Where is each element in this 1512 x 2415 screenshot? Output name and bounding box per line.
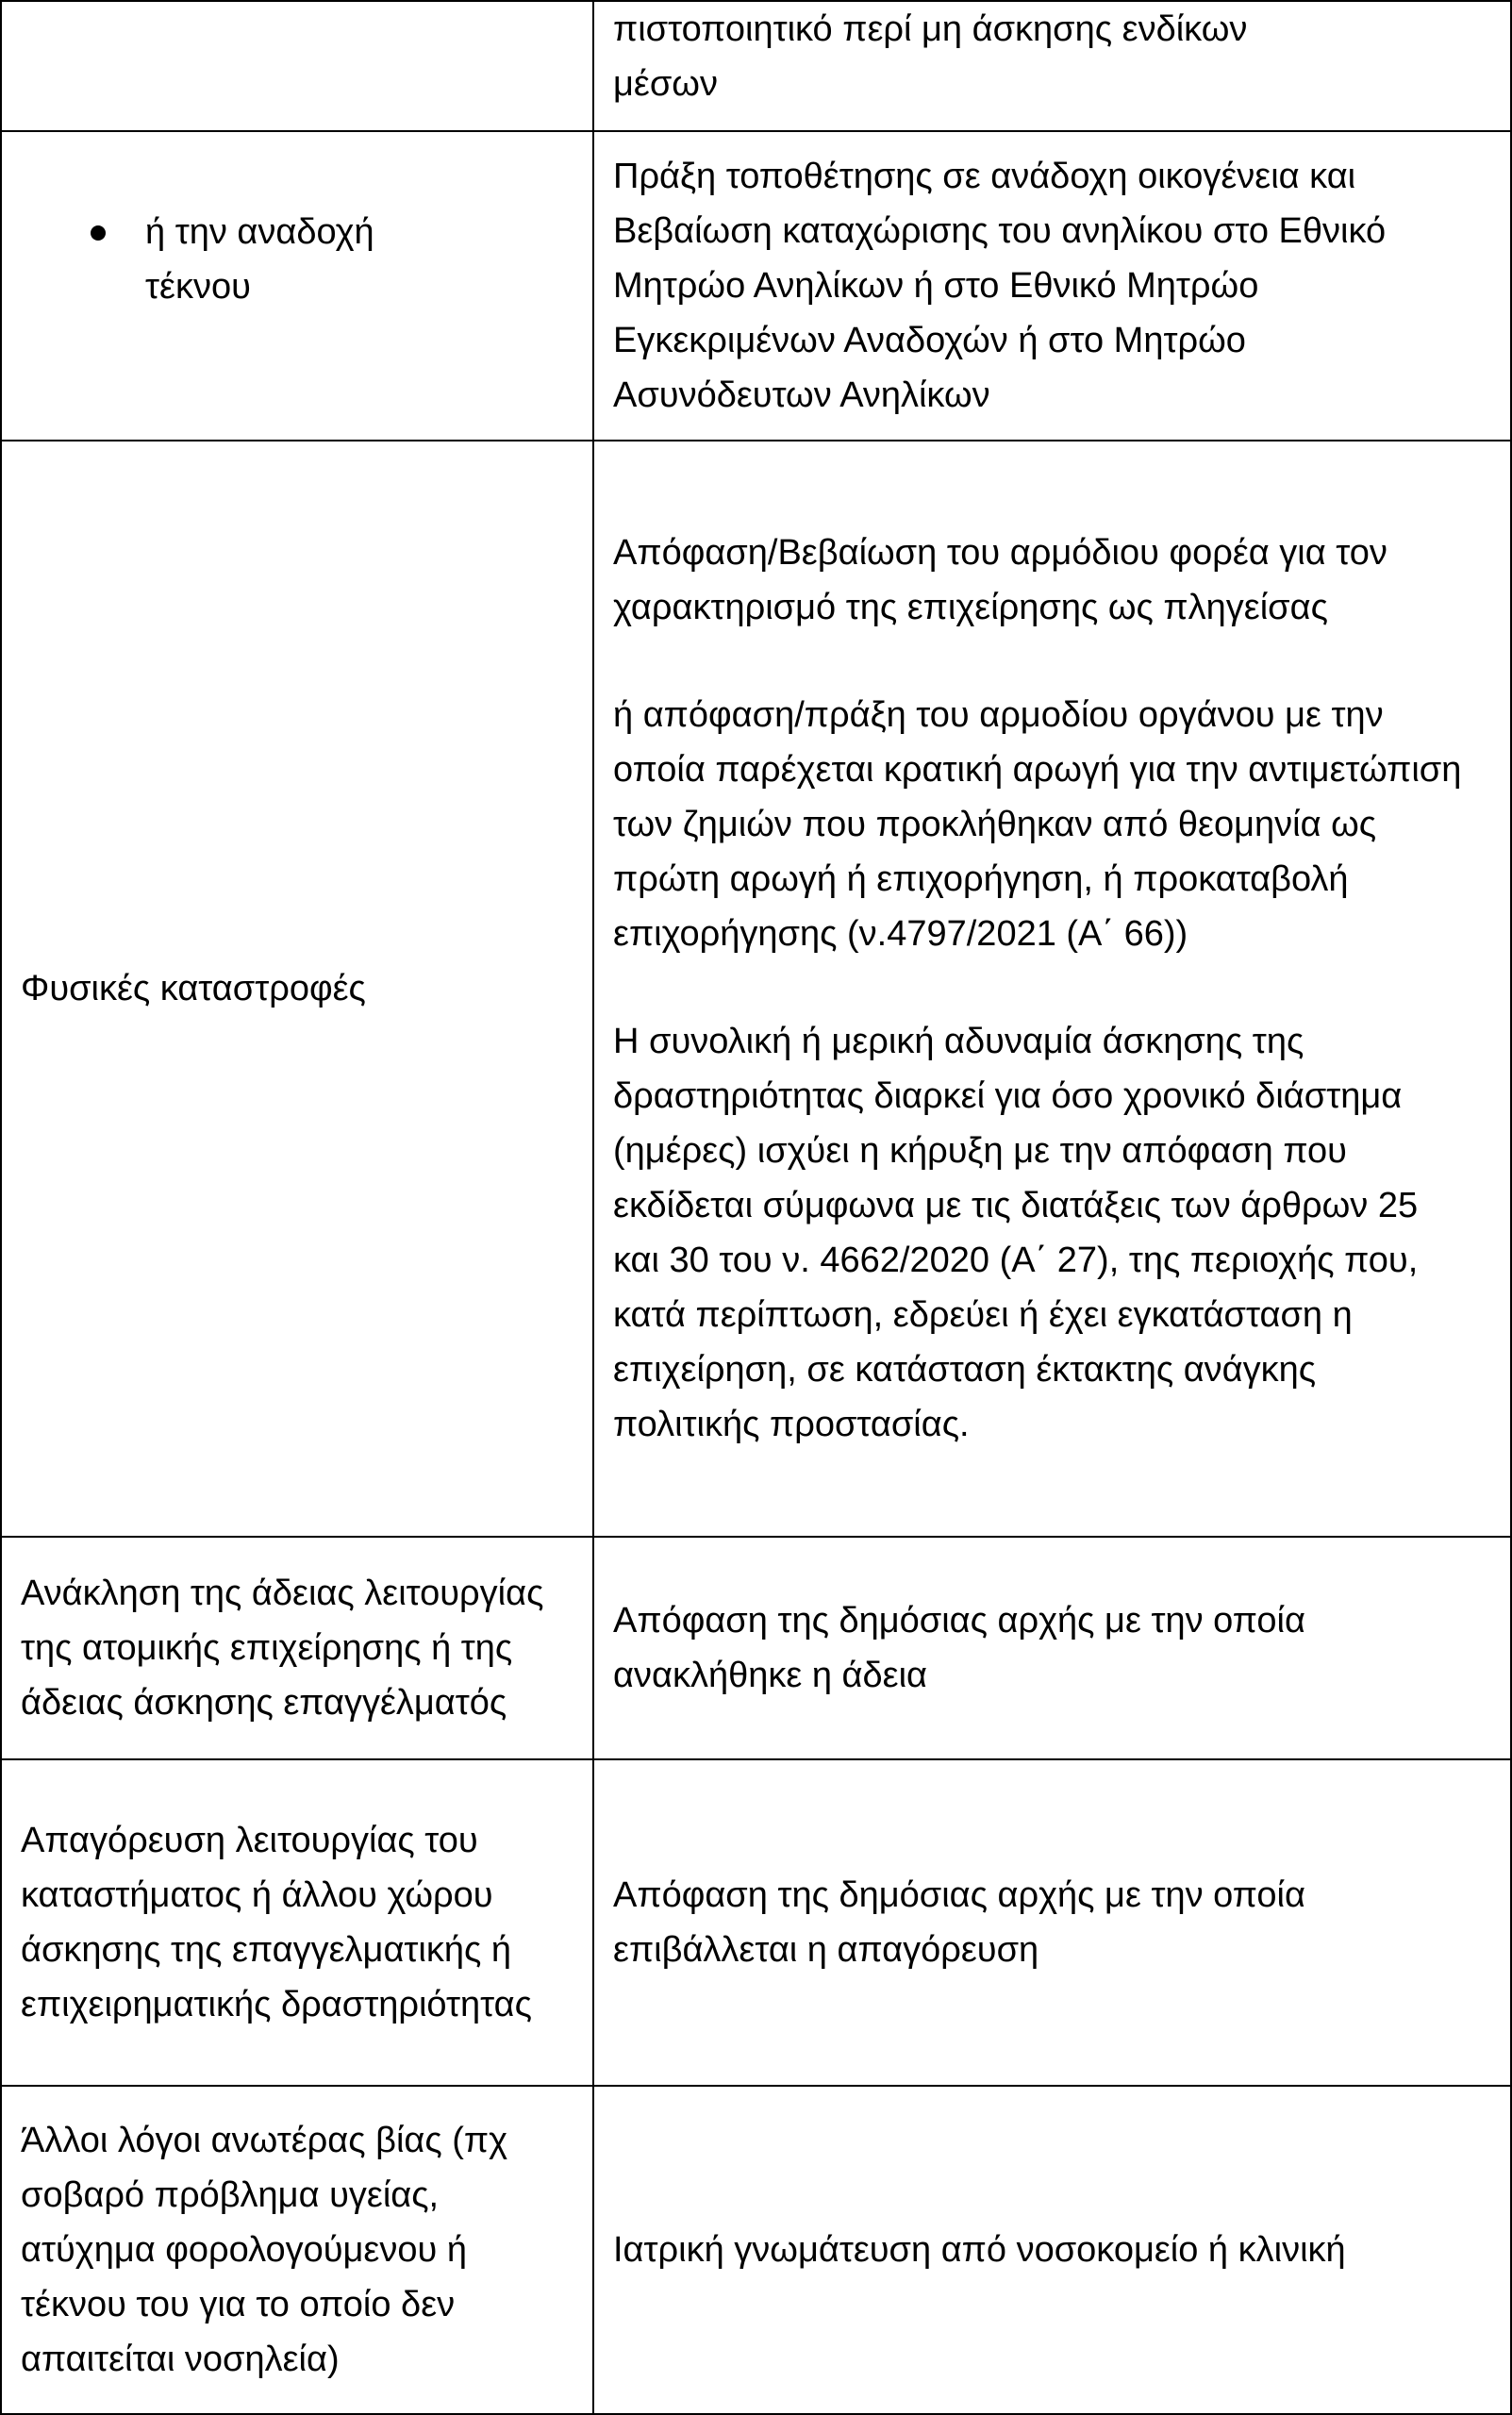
cell-text: ή την αναδοχή τέκνου xyxy=(145,212,374,307)
left-cell xyxy=(1,1759,593,2086)
right-cell xyxy=(593,441,1511,1537)
cell-text: Άλλοι λόγοι ανωτέρας βίας (πχ σοβαρό πρόβλημα υγείας, ατύχημα φορολογούμενου ή τέκνου του για το οποίο δεν απαιτείται νοσηλεία) xyxy=(21,2121,508,2379)
left-cell xyxy=(1,1,593,131)
right-cell xyxy=(593,1537,1511,1759)
left-cell xyxy=(1,131,593,441)
left-cell xyxy=(1,441,593,1537)
cell-text: Απαγόρευση λειτουργίας του καταστήματος ή άλλου χώρου άσκησης της επαγγελματικής ή επιχειρηματικής δραστηριότητας xyxy=(21,1821,532,2024)
cell-text: πιστοποιητικό περί μη άσκησης ενδίκων μέσων xyxy=(613,9,1248,104)
cell-text: Η συνολική ή μερική αδυναμία άσκησης της δραστηριότητας διαρκεί για όσο χρονικό διάστημα (ημέρες) ισχύει η κήρυξη με την απόφαση που εκδίδεται σύμφωνα με τις διατάξεις των άρθρων 25 και 30 του ν. 4662/2020 (Α΄ 27), της περιοχής που, κατά περίπτωση, εδρεύει ή έχει εγκατάσταση η επιχείρηση, σε κατάσταση έκτακτης ανάγκης πολιτικής προστασίας. xyxy=(613,1022,1419,1444)
table-row xyxy=(1,131,1511,441)
right-cell xyxy=(593,1,1511,131)
right-cell xyxy=(593,2086,1511,2414)
right-cell xyxy=(593,1759,1511,2086)
right-cell xyxy=(593,131,1511,441)
cell-text: Φυσικές καταστροφές xyxy=(21,969,366,1008)
cell-text: ή απόφαση/πράξη του αρμοδίου οργάνου με την οποία παρέχεται κρατική αρωγή για την αντιμετώπιση των ζημιών που προκλήθηκαν από θεομηνία ως πρώτη αρωγή ή επιχορήγηση, ή προκαταβολή επιχορήγησης (ν.4797/2021 (Α΄ 66)) xyxy=(613,695,1462,954)
table-row xyxy=(1,2086,1511,2414)
table-row xyxy=(1,1537,1511,1759)
table-row xyxy=(1,1759,1511,2086)
cell-text: Απόφαση της δημόσιας αρχής με την οποία ανακλήθηκε η άδεια xyxy=(613,1601,1305,1695)
cell-text: Απόφαση/Βεβαίωση του αρμόδιου φορέα για τον χαρακτηρισμό της επιχείρησης ως πληγείσας xyxy=(613,533,1387,627)
table-row xyxy=(1,441,1511,1537)
cell-text: Ιατρική γνωμάτευση από νοσοκομείο ή κλινική xyxy=(613,2230,1346,2270)
bullet-icon xyxy=(91,225,106,241)
cell-text: Ανάκληση της άδειας λειτουργίας της ατομικής επιχείρησης ή της άδειας άσκησης επαγγέλματός xyxy=(21,1574,544,1723)
cell-text: Απόφαση της δημόσιας αρχής με την οποία επιβάλλεται η απαγόρευση xyxy=(613,1875,1305,1970)
table-row xyxy=(1,1,1511,131)
cell-text: Πράξη τοποθέτησης σε ανάδοχη οικογένεια και Βεβαίωση καταχώρισης του ανηλίκου στο Εθνικό Μητρώο Ανηλίκων ή στο Εθνικό Μητρώο Εγκεκριμένων Αναδοχών ή στο Μητρώο Ασυνόδευτων Ανηλίκων xyxy=(613,157,1387,415)
left-cell xyxy=(1,1537,593,1759)
left-cell xyxy=(1,2086,593,2414)
bullet-item xyxy=(21,205,577,314)
